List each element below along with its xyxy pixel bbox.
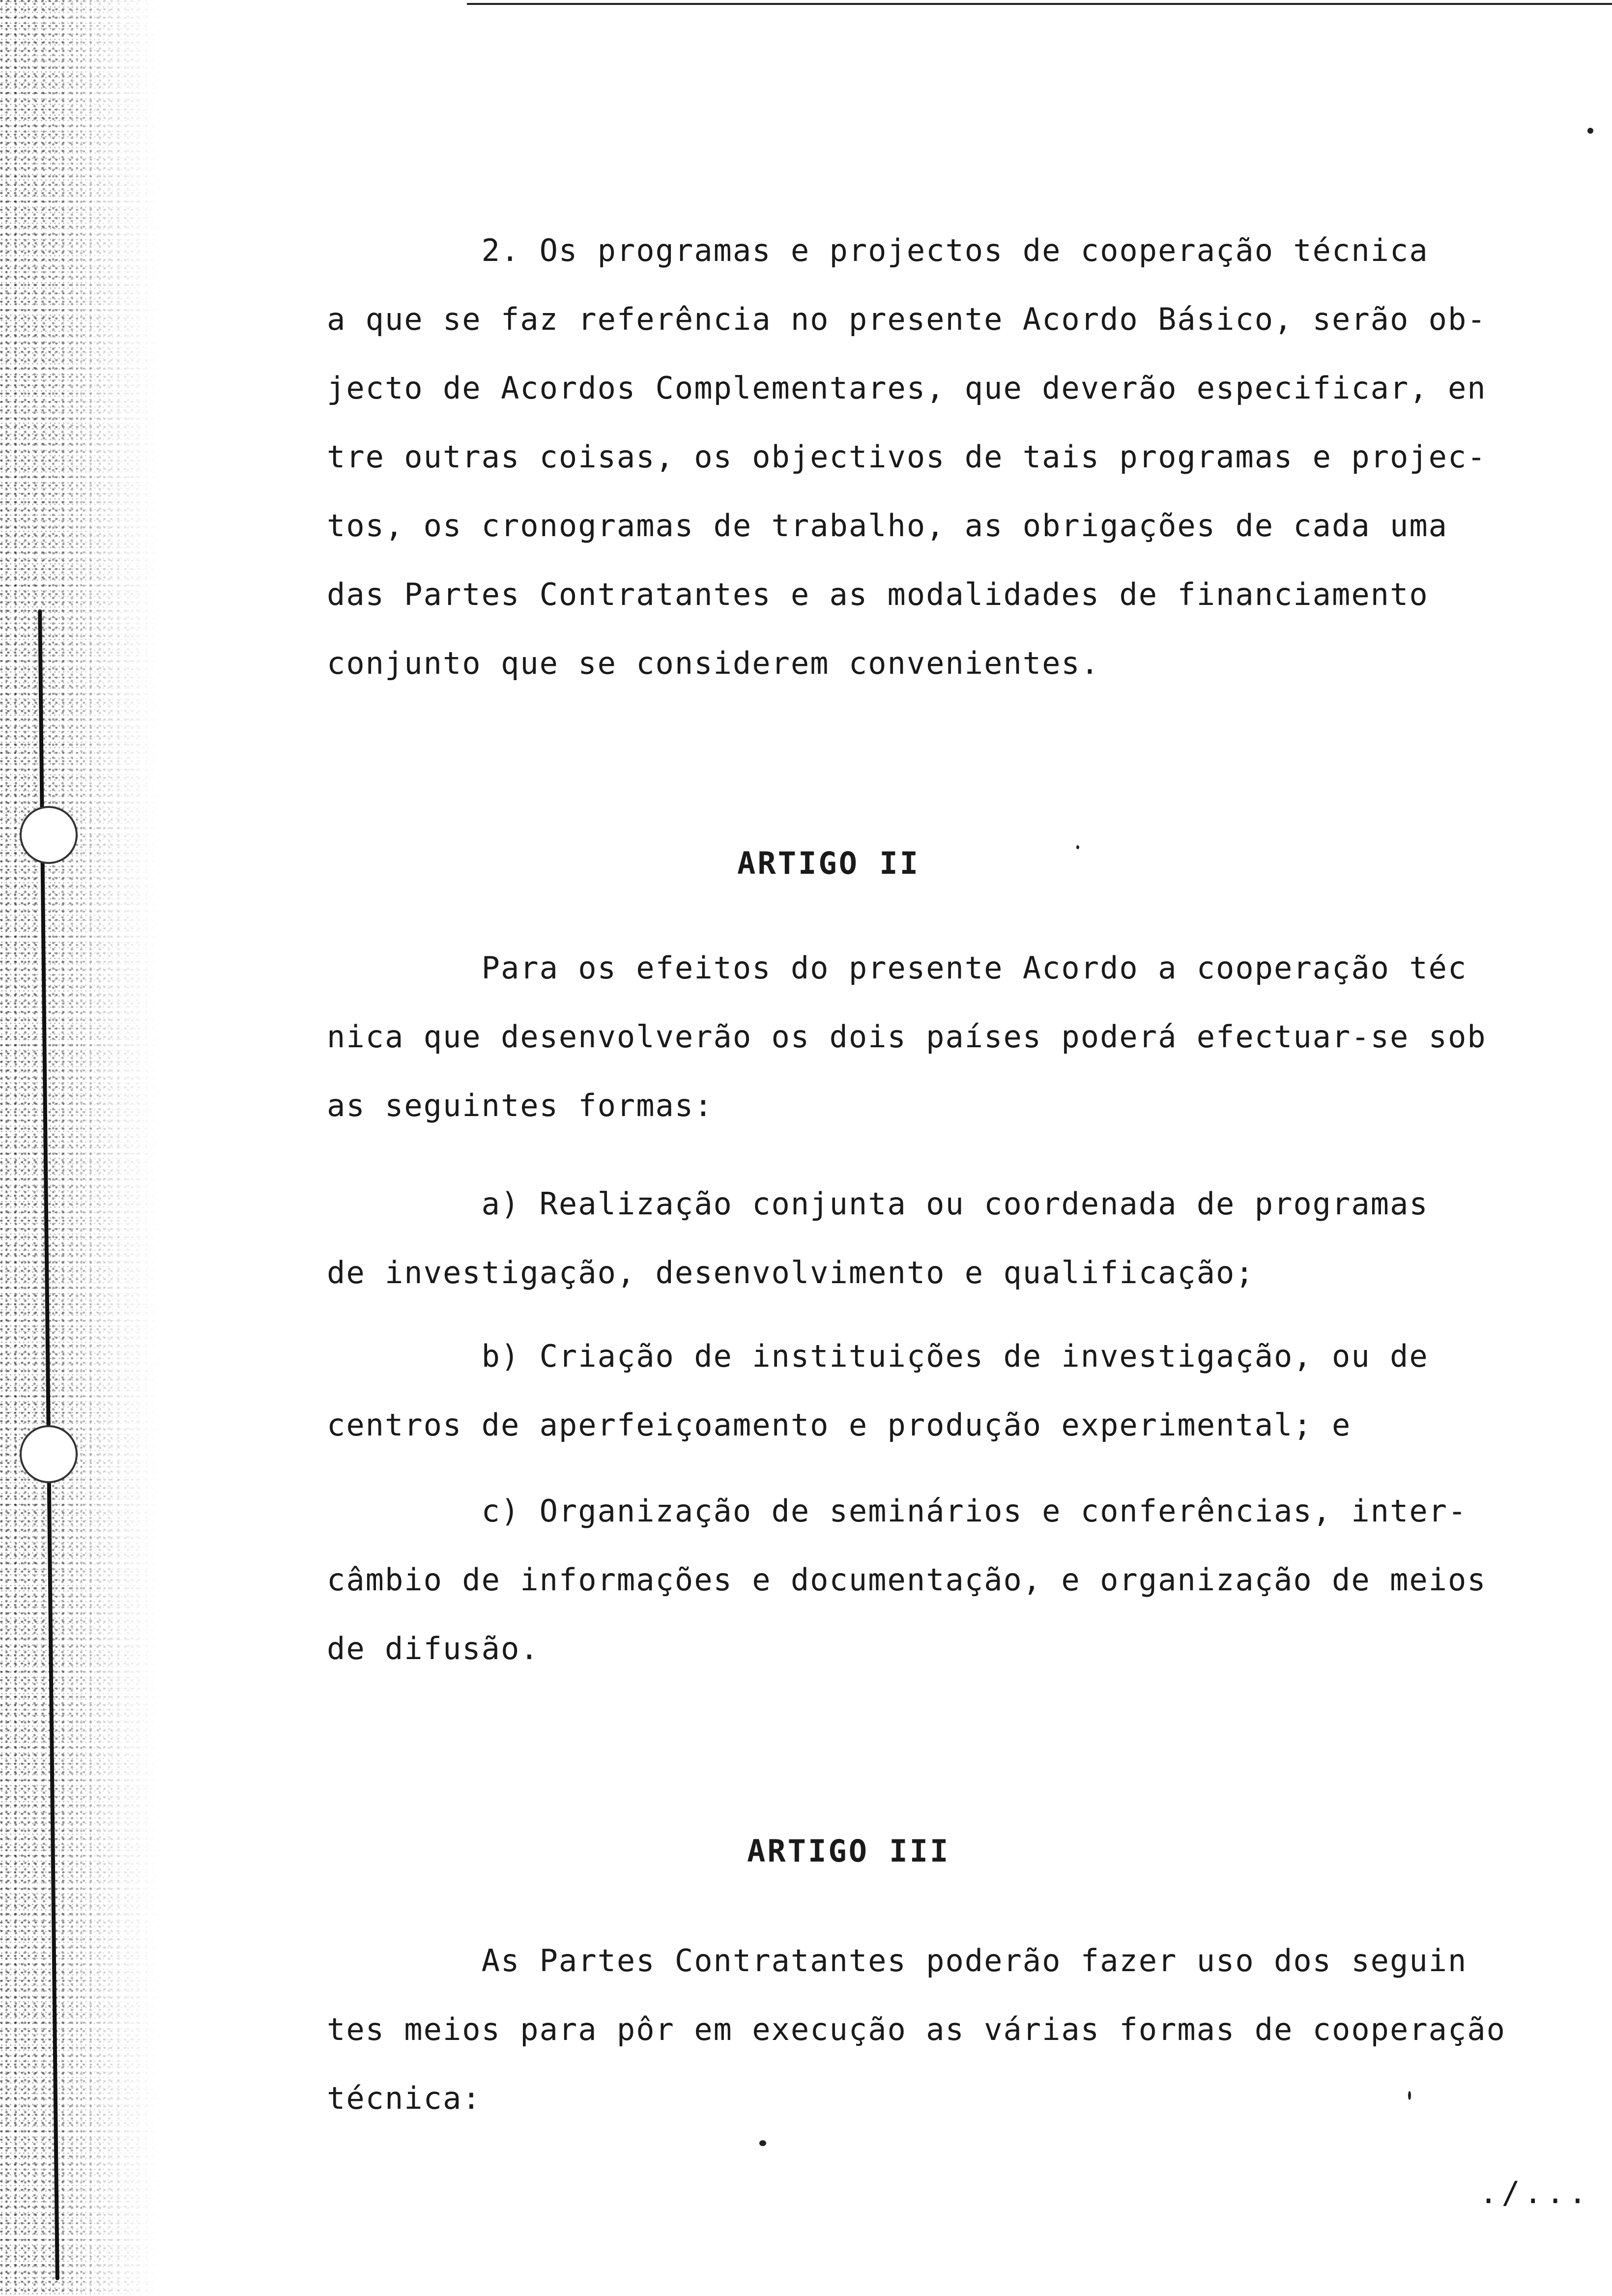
text-line: de investigação, desenvolvimento e qualificação;	[327, 1255, 1255, 1291]
text-line: Para os efeitos do presente Acordo a cooperação téc	[327, 950, 1468, 986]
text-line: tos, os cronogramas de trabalho, as obrigações de cada uma	[327, 508, 1448, 544]
scan-speck	[1587, 128, 1593, 134]
text-line: das Partes Contratantes e as modalidades de financiamento	[327, 576, 1429, 612]
text-line: de difusão.	[327, 1631, 540, 1666]
scan-speck	[759, 2140, 766, 2146]
article-2-intro	[327, 934, 1595, 1140]
text-line: a que se faz referência no presente Acordo Básico, serão ob-	[327, 301, 1487, 337]
text-line: 2. Os programas e projectos de cooperação técnica	[327, 232, 1429, 268]
page-continuation-mark: ./...	[1479, 2175, 1591, 2210]
text-line: câmbio de informações e documentação, e organização de meios	[327, 1562, 1487, 1598]
text-line: nica que desenvolverão os dois países poderá efectuar-se sob	[327, 1019, 1487, 1055]
article-2-item-b	[327, 1322, 1595, 1460]
article-3-heading: ARTIGO III	[747, 1833, 950, 1869]
text-line: tre outras coisas, os objectivos de tais programas e projec-	[327, 439, 1487, 475]
text-line: tes meios para pôr em execução as várias formas de cooperação	[327, 2011, 1506, 2047]
top-rule-line	[467, 3, 1612, 5]
scan-speck	[1076, 845, 1079, 849]
article-2-heading: ARTIGO II	[737, 845, 920, 881]
binding-edge-speckle	[0, 0, 157, 2296]
text-line: As Partes Contratantes poderão fazer uso dos seguin	[327, 1943, 1468, 1979]
paragraph-2	[327, 216, 1595, 698]
article-2-item-a	[327, 1170, 1595, 1307]
text-line: a) Realização conjunta ou coordenada de programas	[327, 1186, 1429, 1222]
article-3-intro	[327, 1926, 1595, 2133]
text-line: b) Criação de instituições de investigação, ou de	[327, 1338, 1429, 1374]
text-line: jecto de Acordos Complementares, que deverão especificar, en	[327, 370, 1487, 406]
text-line: conjunto que se considerem convenientes.	[327, 645, 1100, 681]
text-line: as seguintes formas:	[327, 1088, 714, 1123]
article-2-item-c	[327, 1477, 1595, 1683]
punch-hole	[20, 1425, 78, 1483]
text-line: c) Organização de seminários e conferências, inter-	[327, 1493, 1468, 1529]
text-line: técnica:	[327, 2080, 482, 2116]
punch-hole	[20, 806, 78, 864]
text-line: centros de aperfeiçoamento e produção experimental; e	[327, 1407, 1352, 1443]
